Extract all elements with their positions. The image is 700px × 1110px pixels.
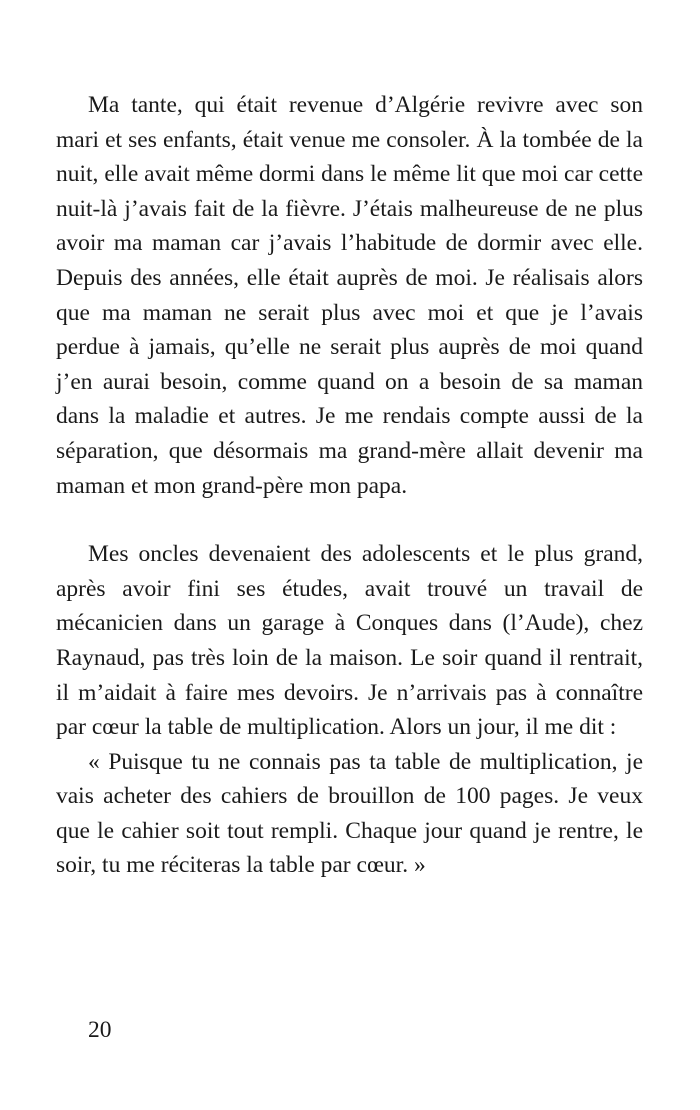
page-body [56,88,643,883]
page-number: 20 [88,1017,112,1043]
paragraph-aunt-consoling: Ma tante, qui était revenue d’Algérie revivre avec son mari et ses enfants, était venue me consoler. À la tombée de la nuit, elle avait même dormi dans le même lit que moi car cette nuit-là j’avais fait de la fièvre. J’étais malheureuse de ne plus avoir ma maman car j’avais l’habitude de dormir avec elle. Depuis des années, elle était auprès de moi. Je réalisais alors que ma maman ne serait plus avec moi et que je l’avais perdue à jamais, qu’elle ne serait plus auprès de moi quand j’en aurai besoin, comme quand on a besoin de sa maman dans la maladie et autres. Je me rendais compte aussi de la séparation, que désormais ma grand-mère allait devenir ma maman et mon grand-père mon papa. [56,92,643,499]
paragraph-uncles: Mes oncles devenaient des adolescents et le plus grand, après avoir fini ses études, avait trouvé un travail de mécanicien dans un garage à Conques dans (l’Aude), chez Raynaud, pas très loin de la maison. Le soir quand il rentrait, il m’aidait à faire mes devoirs. Je n’arrivais pas à connaître par cœur la table de multiplication. Alors un jour, il me dit : [56,541,643,741]
paragraph-uncle-quote: « Puisque tu ne connais pas ta table de multiplication, je vais acheter des cahiers de brouillon de 100 pages. Je veux que le cahier soit tout rempli. Chaque jour quand je rentre, le soir, tu me réciteras la table par cœur. » [56,748,643,879]
